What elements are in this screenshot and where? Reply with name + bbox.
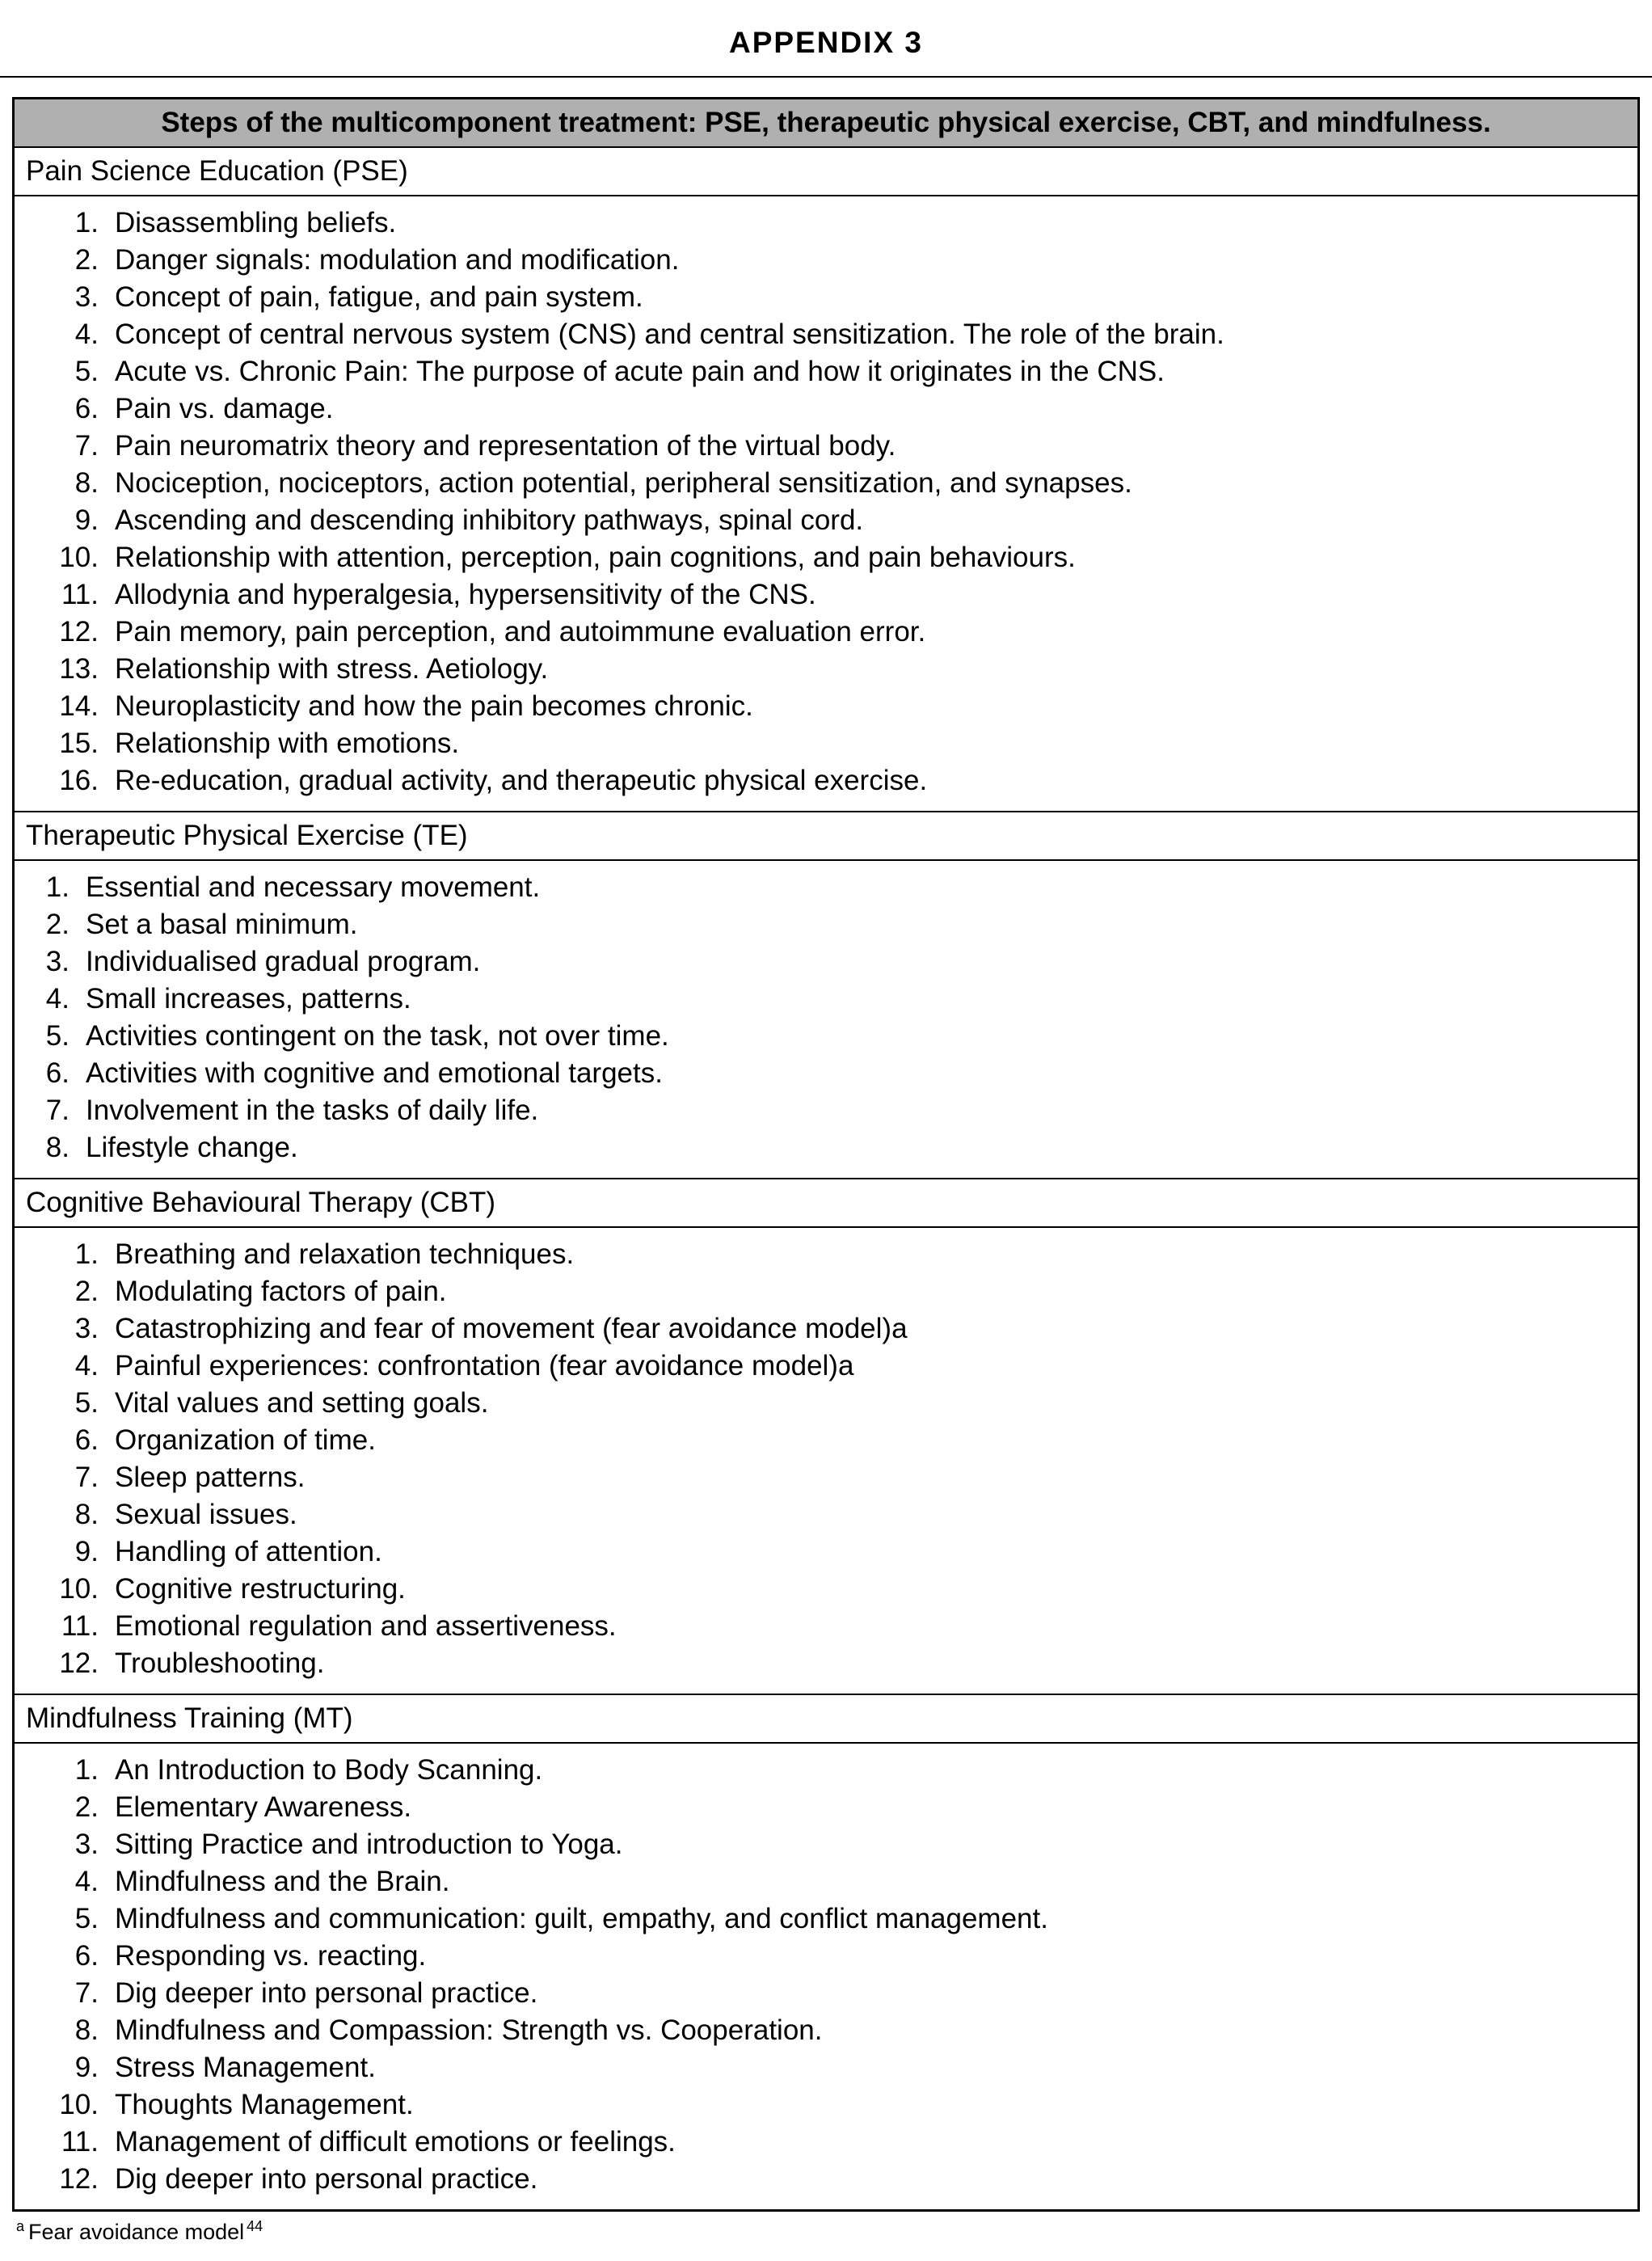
- item-text: Activities contingent on the task, not over time.: [86, 1020, 669, 1052]
- item-text: Pain vs. damage.: [115, 393, 334, 424]
- list-item: [27, 1348, 1625, 1385]
- item-text: Pain memory, pain perception, and autoimmune evaluation error.: [115, 616, 926, 648]
- list-item: [27, 943, 1625, 981]
- item-number: 3.: [74, 281, 99, 313]
- item-number: 4.: [74, 318, 99, 350]
- item-text: Acute vs. Chronic Pain: The purpose of acute pain and how it originates in the CNS.: [115, 356, 1165, 387]
- list-item: [27, 1310, 1625, 1348]
- item-number: 9.: [74, 2052, 99, 2083]
- list-item: [27, 539, 1625, 576]
- item-number: 3.: [45, 946, 70, 977]
- list-item: [27, 1789, 1625, 1826]
- item-text: Sleep patterns.: [115, 1462, 306, 1493]
- item-text: Relationship with stress. Aetiology.: [115, 653, 549, 685]
- item-text: Vital values and setting goals.: [115, 1387, 489, 1419]
- section-items-row: [14, 1743, 1639, 2211]
- item-number: 4.: [74, 1350, 99, 1381]
- list-item: [27, 1938, 1625, 1975]
- list-item: [27, 502, 1625, 539]
- item-text: Involvement in the tasks of daily life.: [86, 1095, 539, 1126]
- item-text: Individualised gradual program.: [86, 946, 481, 977]
- list-item: [27, 869, 1625, 906]
- item-number: 8.: [74, 467, 99, 499]
- item-text: Elementary Awareness.: [115, 1791, 412, 1823]
- list-item: [27, 242, 1625, 279]
- item-text: Emotional regulation and assertiveness.: [115, 1610, 617, 1642]
- item-number: 2.: [74, 1276, 99, 1307]
- list-item: [27, 428, 1625, 465]
- item-text: Essential and necessary movement.: [86, 871, 541, 903]
- item-text: Relationship with emotions.: [115, 728, 460, 759]
- item-number: 3.: [74, 1829, 99, 1860]
- item-number: 6.: [74, 393, 99, 424]
- section-items-cell: [14, 196, 1639, 812]
- item-number: 10.: [59, 1573, 99, 1605]
- item-number: 8.: [74, 1499, 99, 1530]
- section-title-row: [14, 147, 1639, 196]
- item-number: 7.: [45, 1095, 70, 1126]
- item-number: 7.: [74, 430, 99, 462]
- section-title: Cognitive Behavioural Therapy (CBT): [14, 1179, 1639, 1227]
- list-item: [27, 1975, 1625, 2012]
- list-item: [27, 2012, 1625, 2049]
- item-number: 9.: [74, 1536, 99, 1567]
- item-number: 6.: [45, 1057, 70, 1089]
- item-text: Relationship with attention, perception, pain cognitions, and pain behaviours.: [115, 542, 1076, 573]
- item-number: 7.: [74, 1977, 99, 2009]
- item-number: 2.: [74, 244, 99, 276]
- item-number: 14.: [59, 690, 99, 722]
- list-item: [27, 1571, 1625, 1608]
- list-item: [27, 1608, 1625, 1645]
- list-item: [27, 1055, 1625, 1092]
- section-items-cell: [14, 1227, 1639, 1694]
- list-item: [27, 353, 1625, 390]
- item-text: Organization of time.: [115, 1424, 376, 1456]
- item-number: 11.: [61, 579, 99, 610]
- list-item: [27, 1645, 1625, 1682]
- item-text: Handling of attention.: [115, 1536, 382, 1567]
- item-text: Activities with cognitive and emotional targets.: [86, 1057, 663, 1089]
- item-number: 5.: [74, 1903, 99, 1934]
- item-number: 13.: [59, 653, 99, 685]
- item-text: Troubleshooting.: [115, 1647, 325, 1679]
- item-text: An Introduction to Body Scanning.: [115, 1754, 543, 1786]
- list-item: [27, 390, 1625, 428]
- item-text: Modulating factors of pain.: [115, 1276, 447, 1307]
- list-item: [27, 1826, 1625, 1863]
- page-title: APPENDIX 3: [728, 26, 923, 59]
- treatment-table: [12, 97, 1640, 2212]
- table-header: Steps of the multicomponent treatment: PSE, therapeutic physical exercise, CBT, and mindfulness.: [14, 99, 1639, 148]
- footnote-text: Fear avoidance model: [28, 2220, 245, 2244]
- list-item: [27, 1752, 1625, 1789]
- item-text: Concept of pain, fatigue, and pain system.: [115, 281, 643, 313]
- item-number: 15.: [59, 728, 99, 759]
- item-number: 10.: [59, 542, 99, 573]
- item-number: 12.: [59, 616, 99, 648]
- item-text: Sitting Practice and introduction to Yoga.: [115, 1829, 623, 1860]
- list-item: [27, 906, 1625, 943]
- item-number: 8.: [74, 2014, 99, 2046]
- section-item-list: [27, 1236, 1625, 1682]
- item-text: Mindfulness and Compassion: Strength vs. Cooperation.: [115, 2014, 823, 2046]
- list-item: [27, 279, 1625, 316]
- item-text: Pain neuromatrix theory and representation of the virtual body.: [115, 430, 896, 462]
- item-number: 11.: [61, 1610, 99, 1642]
- item-text: Responding vs. reacting.: [115, 1940, 427, 1972]
- list-item: [27, 1496, 1625, 1533]
- item-number: 11.: [61, 2126, 99, 2158]
- item-text: Allodynia and hyperalgesia, hypersensitivity of the CNS.: [115, 579, 816, 610]
- item-number: 5.: [45, 1020, 70, 1052]
- item-text: Disassembling beliefs.: [115, 207, 397, 238]
- item-number: 1.: [74, 207, 99, 238]
- list-item: [27, 2086, 1625, 2124]
- item-number: 5.: [74, 1387, 99, 1419]
- item-number: 6.: [74, 1940, 99, 1972]
- section-title: Pain Science Education (PSE): [14, 147, 1639, 196]
- section-title-row: [14, 1179, 1639, 1227]
- item-text: Ascending and descending inhibitory pathways, spinal cord.: [115, 504, 864, 536]
- list-item: [27, 2049, 1625, 2086]
- section-items-row: [14, 1227, 1639, 1694]
- item-number: 1.: [45, 871, 70, 903]
- item-number: 2.: [45, 909, 70, 940]
- list-item: [27, 205, 1625, 242]
- list-item: [27, 651, 1625, 688]
- item-number: 4.: [74, 1866, 99, 1897]
- list-item: [27, 1900, 1625, 1938]
- item-text: Breathing and relaxation techniques.: [115, 1238, 575, 1270]
- list-item: [27, 762, 1625, 799]
- item-number: 1.: [74, 1238, 99, 1270]
- item-text: Thoughts Management.: [115, 2089, 414, 2120]
- item-number: 1.: [74, 1754, 99, 1786]
- list-item: [27, 576, 1625, 614]
- item-number: 9.: [74, 504, 99, 536]
- list-item: [27, 1236, 1625, 1273]
- list-item: [27, 1092, 1625, 1129]
- list-item: [27, 1129, 1625, 1166]
- section-items-row: [14, 860, 1639, 1179]
- footnote-marker: a: [16, 2218, 25, 2234]
- treatment-table-body: [14, 147, 1639, 2211]
- section-items-cell: [14, 1743, 1639, 2211]
- item-text: Sexual issues.: [115, 1499, 297, 1530]
- list-item: [27, 1863, 1625, 1900]
- item-number: 8.: [45, 1132, 70, 1163]
- item-text: Set a basal minimum.: [86, 909, 358, 940]
- item-text: Danger signals: modulation and modification.: [115, 244, 680, 276]
- list-item: [27, 1385, 1625, 1422]
- item-text: Management of difficult emotions or feelings.: [115, 2126, 676, 2158]
- section-title: Therapeutic Physical Exercise (TE): [14, 812, 1639, 860]
- section-title-row: [14, 1694, 1639, 1743]
- item-number: 4.: [45, 983, 70, 1014]
- item-text: Cognitive restructuring.: [115, 1573, 406, 1605]
- list-item: [27, 1273, 1625, 1310]
- item-text: Re-education, gradual activity, and therapeutic physical exercise.: [115, 765, 928, 796]
- item-number: 12.: [59, 1647, 99, 1679]
- list-item: [27, 465, 1625, 502]
- item-text: Dig deeper into personal practice.: [115, 1977, 538, 2009]
- list-item: [27, 688, 1625, 725]
- list-item: [27, 1533, 1625, 1571]
- list-item: [27, 981, 1625, 1018]
- section-title: Mindfulness Training (MT): [14, 1694, 1639, 1743]
- list-item: [27, 1422, 1625, 1459]
- list-item: [27, 725, 1625, 762]
- section-items-cell: [14, 860, 1639, 1179]
- section-item-list: [27, 205, 1625, 799]
- item-text: Mindfulness and the Brain.: [115, 1866, 450, 1897]
- item-text: Catastrophizing and fear of movement (fear avoidance model)a: [115, 1313, 908, 1344]
- list-item: [27, 614, 1625, 651]
- list-item: [27, 2161, 1625, 2198]
- item-text: Mindfulness and communication: guilt, empathy, and conflict management.: [115, 1903, 1048, 1934]
- item-text: Painful experiences: confrontation (fear avoidance model)a: [115, 1350, 854, 1381]
- item-number: 2.: [74, 1791, 99, 1823]
- item-text: Dig deeper into personal practice.: [115, 2163, 538, 2195]
- list-item: [27, 1018, 1625, 1055]
- item-text: Small increases, patterns.: [86, 983, 411, 1014]
- item-text: Stress Management.: [115, 2052, 376, 2083]
- list-item: [27, 1459, 1625, 1496]
- item-number: 12.: [59, 2163, 99, 2195]
- item-number: 5.: [74, 356, 99, 387]
- section-item-list: [27, 1752, 1625, 2198]
- item-text: Nociception, nociceptors, action potential, peripheral sensitization, and synapses.: [115, 467, 1132, 499]
- item-number: 6.: [74, 1424, 99, 1456]
- section-title-row: [14, 812, 1639, 860]
- footnote-reference: 44: [247, 2218, 263, 2234]
- list-item: [27, 316, 1625, 353]
- table-header-row: [14, 99, 1639, 148]
- item-text: Lifestyle change.: [86, 1132, 298, 1163]
- title-rule: [0, 76, 1652, 78]
- item-text: Concept of central nervous system (CNS) and central sensitization. The role of the brain.: [115, 318, 1224, 350]
- item-number: 3.: [74, 1313, 99, 1344]
- section-items-row: [14, 196, 1639, 812]
- section-item-list: [27, 869, 1625, 1166]
- item-number: 10.: [59, 2089, 99, 2120]
- item-number: 16.: [59, 765, 99, 796]
- list-item: [27, 2124, 1625, 2161]
- item-text: Neuroplasticity and how the pain becomes chronic.: [115, 690, 753, 722]
- item-number: 7.: [74, 1462, 99, 1493]
